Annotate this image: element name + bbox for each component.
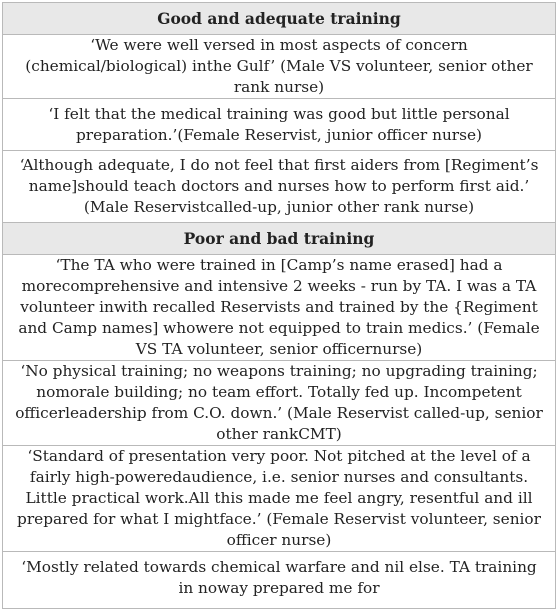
quote-row — [3, 151, 556, 223]
quote-row — [3, 361, 556, 446]
section-heading-poor-training: Poor and bad training — [3, 223, 556, 255]
quote-cell: ‘I felt that the medical training was good but little personal preparation.’(Female Reservist, junior officer nurse) — [3, 99, 556, 151]
section-header-row — [3, 223, 556, 255]
quote-row — [3, 35, 556, 99]
quote-cell: ‘No physical training; no weapons training; no upgrading training; nomorale building; no team effort. Totally fed up. Incompetent officerleadership from C.O. down.’ (Male Reservist called-up, senior other rankCMT) — [3, 361, 556, 446]
section-heading-good-training: Good and adequate training — [3, 3, 556, 35]
quote-cell: ‘Although adequate, I do not feel that first aiders from [Regiment’s name]should teach doctors and nurses how to perform first aid.’ (Male Reservistcalled-up, junior other rank nurse) — [3, 151, 556, 223]
quote-row — [3, 99, 556, 151]
quote-row — [3, 446, 556, 552]
quote-cell: ‘Standard of presentation very poor. Not pitched at the level of a fairly high-poweredaudience, i.e. senior nurses and consultants. Little practical work.All this made me feel angry, resentful and ill prepared for what I mightface.’ (Female Reservist volunteer, senior officer nurse) — [3, 446, 556, 552]
quote-row — [3, 552, 556, 609]
section-header-row — [3, 3, 556, 35]
quote-row — [3, 255, 556, 361]
quote-cell: ‘We were well versed in most aspects of concern (chemical/biological) inthe Gulf’ (Male VS volunteer, senior other rank nurse) — [3, 35, 556, 99]
quote-cell: ‘Mostly related towards chemical warfare and nil else. TA training in noway prepared me for — [3, 552, 556, 609]
quote-cell: ‘The TA who were trained in [Camp’s name erased] had a morecomprehensive and intensive 2 weeks - run by TA. I was a TA volunteer inwith recalled Reservists and trained by the {Regiment and Camp names] whowere not equipped to train medics.’ (Female VS TA volunteer, senior officernurse) — [3, 255, 556, 361]
training-quotes-table — [2, 2, 556, 609]
